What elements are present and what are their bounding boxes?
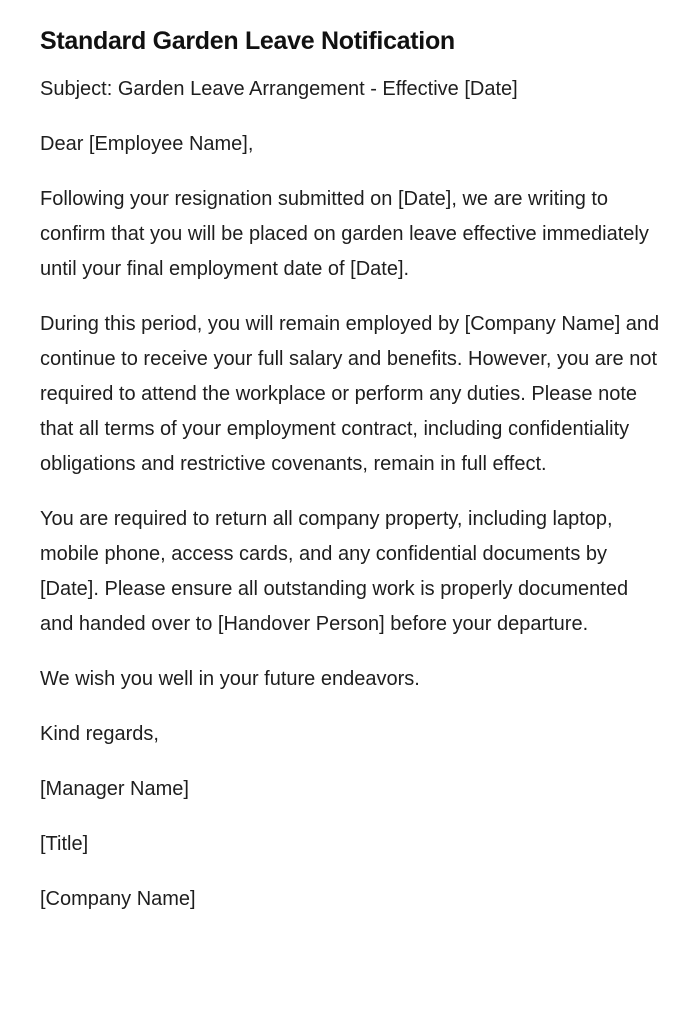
body-paragraph-well-wishes: We wish you well in your future endeavors. [40,668,420,690]
salutation: Dear [Employee Name], [40,133,254,155]
signature-company: [Company Name] [40,888,196,910]
closing: Kind regards, [40,723,159,745]
signature-name: [Manager Name] [40,778,189,800]
body-paragraph-company-property: You are required to return all company property, including laptop, mobile phone, access cards, and any confidential documents by [Date]. Please ensure all outstanding work is properly documented and handed over to [Handover Person] before your departure. [40,508,629,635]
document-title: Standard Garden Leave Notification [40,27,455,55]
subject-line: Subject: Garden Leave Arrangement - Effective [Date] [40,78,518,100]
body-paragraph-resignation: Following your resignation submitted on [Date], we are writing to confirm that you will be placed on garden leave effective immediately until your final employment date of [Date]. [40,188,649,280]
signature-title: [Title] [40,833,89,855]
body-paragraph-employment-terms: During this period, you will remain employed by [Company Name] and continue to receive your full salary and benefits. However, you are not required to attend the workplace or perform any duties. Please note that all terms of your employment contract, including confidentiality obligations and restrictive covenants, remain in full effect. [40,313,660,475]
